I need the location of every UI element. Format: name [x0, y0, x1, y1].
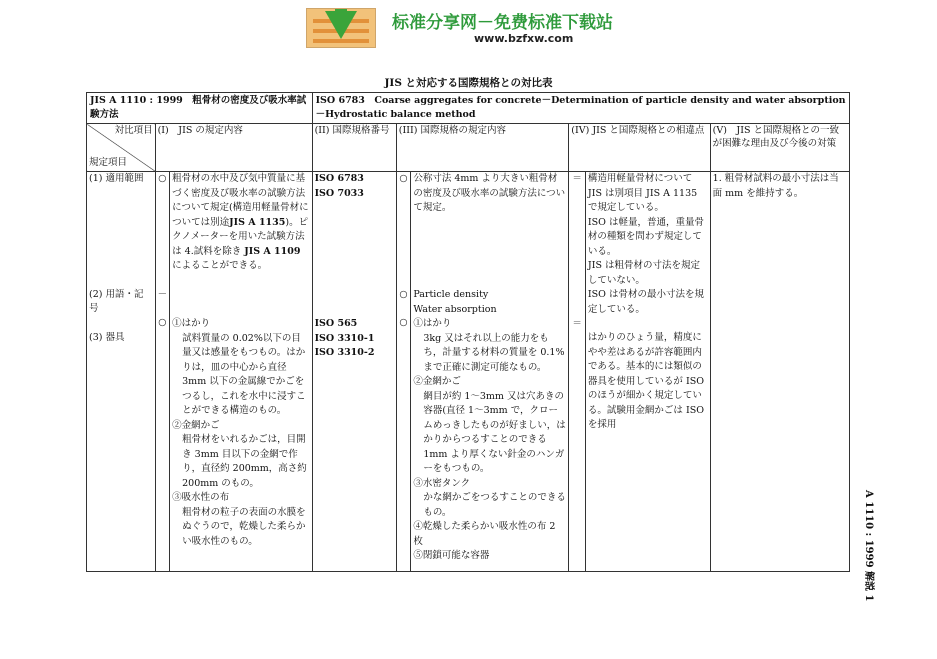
header-iso-number: (II) 国際規格番号 [312, 124, 396, 172]
iso-number-column [312, 172, 396, 572]
iso-number: ISO 565 [314, 318, 358, 329]
comparison-table [86, 92, 850, 572]
mark-scope: ○ [158, 173, 167, 184]
site-banner [306, 8, 636, 48]
page-side-label: A 1110 : 1999 解説 1 [863, 490, 874, 602]
jis-apparatus-3: ③吸水性の布 [172, 492, 230, 503]
iso-content-column [411, 172, 569, 572]
diff-scope-4: ISO は骨材の最小寸法を規定している。 [587, 289, 704, 315]
iso-apparatus-5: ⑤閉鎖可能な容器 [413, 550, 490, 561]
jis-apparatus-1: ①はかり [172, 318, 211, 329]
iso-mark-column [396, 172, 411, 572]
mark-apparatus: ○ [158, 317, 167, 328]
header-jis-content: (I) JIS の規定内容 [155, 124, 312, 172]
iso-apparatus-1: ①はかり [413, 318, 452, 329]
header-differences: (IV) JIS と国際規格との相違点 [569, 124, 710, 172]
iso-scope-text: 公称寸法 4mm より大きい粗骨材の密度及び吸水率の試験方法について規定。 [413, 173, 566, 213]
differences-column [585, 172, 710, 572]
jis-mark-column [155, 172, 170, 572]
item-scope: (1) 適用範囲 [89, 173, 144, 184]
item-apparatus: (3) 器具 [89, 331, 125, 343]
banner-title: 标准分享网－免费标准下载站 [392, 13, 613, 33]
header-compare-item: 対比項目 [114, 125, 153, 136]
item-terms: (2) 用語・記号 [89, 288, 144, 314]
diff-scope-2: ISO は軽量，普通，重量骨材の種類を問わず規定している。 [587, 216, 704, 257]
jis-scope-text: 粗骨材の水中及び気中質量に基づく密度及び吸水率の試験方法について規定(構造用軽量骨材については別途JIS A 1135)。ピクノメーターを用いた試験方法は 4.試料を除き JIS A 1109 によることができる。 [172, 173, 309, 271]
mark-terms: － [157, 288, 168, 300]
header-spec-item: 規定項目 [89, 157, 128, 168]
item-column [87, 172, 156, 572]
diff-scope-3: JIS は粗骨材の寸法を規定していない。 [587, 260, 701, 286]
iso-number: ISO 6783 [314, 173, 364, 184]
table-body-row [87, 172, 850, 572]
iso-apparatus-1-desc: 3kg 又はそれ以上の能力をもち，計量する材料の質量を 0.1% まで正確に測定可能なもの。 [423, 332, 565, 373]
download-arrow-icon [306, 8, 376, 48]
mark-iso-terms: ○ [399, 288, 408, 300]
reason-scope: 1. 粗骨材試料の最小寸法は当面 mm を維持する。 [712, 173, 839, 199]
banner-url[interactable]: www.bzfxw.com [474, 32, 574, 45]
jis-standard-title: JIS A 1110 : 1999 粗骨材の密度及び吸水率試験方法 [87, 93, 313, 124]
iso-apparatus-2: ②金網かご [413, 376, 461, 387]
iso-number: ISO 3310-2 [314, 347, 375, 358]
jis-content-column [170, 172, 312, 572]
mark-iso-apparatus: ○ [399, 317, 408, 328]
mark-diff-apparatus: ＝ [572, 317, 582, 329]
header-iso-content: (III) 国際規格の規定内容 [396, 124, 569, 172]
reasons-column [710, 172, 849, 572]
iso-apparatus-3: ③水密タンク [413, 477, 471, 489]
iso-apparatus-2-desc: 網目が約 1～3mm 又は穴あきの容器(直径 1～3mm で，クロームめっきしたものが好ましい，はかりからつるすことのできる 1mm より厚くない針金のハンガーをもつもの。 [423, 390, 566, 474]
jis-apparatus-2-desc: 粗骨材をいれるかごは，目開き 3mm 目以下の金網で作り，直径約 200mm，高さ約 200mm のもの。 [182, 434, 307, 489]
iso-term-1: Particle density [413, 289, 489, 300]
table-header-row [87, 124, 850, 172]
iso-standard-title: ISO 6783 Coarse aggregates for concrete－Determination of particle density and water absorption－Hydrostatic balance method [312, 93, 849, 124]
diagonal-header-cell [87, 124, 156, 172]
diff-apparatus: はかりのひょう量，精度にやや差はあるが許容範囲内である。基本的には類似の器具を使用しているが ISO のほうが細かく規定している。試験用金網かごは ISO を採用 [587, 332, 704, 430]
iso-number: ISO 3310-1 [314, 332, 375, 344]
iso-apparatus-4: ④乾燥した柔らかい吸水性の布 2 枚 [413, 521, 556, 547]
jis-apparatus-3-desc: 粗骨材の粒子の表面の水膜をぬぐうので，乾燥した柔らかい吸水性のもの。 [182, 506, 306, 547]
iso-number: ISO 7033 [314, 187, 364, 199]
mark-iso-scope: ○ [399, 173, 408, 184]
header-reasons: (V) JIS と国際規格との一致が困難な理由及び今後の対策 [710, 124, 849, 172]
document-title: JIS と対応する国際規格との対比表 [384, 77, 553, 89]
iso-term-2: Water absorption [413, 303, 497, 315]
table-top-row [87, 93, 850, 124]
iso-apparatus-3-desc: かな網かごをつるすことのできるもの。 [423, 492, 566, 518]
jis-apparatus-1-desc: 試料質量の 0.02%以下の目量又は感量をもつもの。はかりは，皿の中心から直径 3mm 以下の金属線でかごをつるし，これを水中に浸すことができる構造のもの。 [182, 332, 306, 416]
diff-mark-column [569, 172, 586, 572]
diff-scope-1: 構造用軽量骨材について JIS は別項目 JIS A 1135 で規定している。 [587, 173, 698, 213]
mark-diff-scope: ＝ [572, 173, 582, 184]
jis-apparatus-2: ②金網かご [172, 419, 220, 431]
